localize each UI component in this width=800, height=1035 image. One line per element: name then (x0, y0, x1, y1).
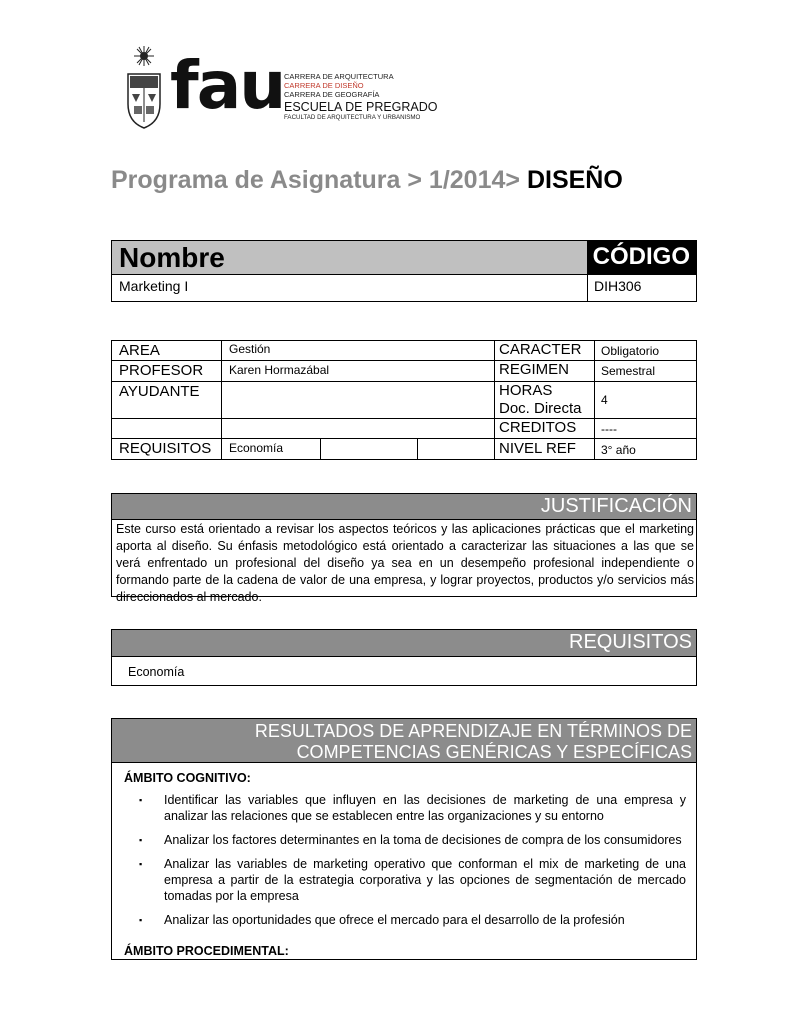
caracter-value: Obligatorio (601, 344, 660, 358)
section-header (112, 630, 696, 657)
caracter-label: CARACTER (499, 341, 582, 358)
divider (587, 275, 588, 301)
logo-line: CARRERA DE DISEÑO (284, 81, 364, 90)
divider (112, 438, 696, 439)
requisitos-section (111, 629, 697, 686)
name-header (112, 241, 588, 275)
regimen-value: Semestral (601, 364, 656, 378)
requisitos-value: Economía (229, 441, 284, 455)
regimen-label: REGIMEN (499, 361, 570, 378)
page-title (111, 166, 623, 195)
creditos-label: CREDITOS (499, 419, 577, 436)
cognitive-outcomes-list (134, 792, 686, 936)
logo-line: ESCUELA DE PREGRADO (284, 100, 438, 114)
logo-line: CARRERA DE GEOGRAFÍA (284, 90, 380, 99)
course-info-table (111, 340, 697, 460)
area-label: AREA (119, 342, 160, 359)
divider (594, 341, 595, 459)
list-item: ▪ Analizar las variables de marketing operativo que conforman el mix de marketing de una empresa a partir de la estrategia corporativa y las opciones de segmentación de mercado tomadas por la empresa (134, 856, 686, 904)
divider (494, 341, 495, 459)
section-title: JUSTIFICACIÓN (540, 495, 692, 517)
ambito-procedimental-heading: ÁMBITO PROCEDIMENTAL: (124, 944, 289, 958)
code-label: CÓDIGO (592, 243, 690, 270)
section-title-line: RESULTADOS DE APRENDIZAJE EN TÉRMINOS DE (254, 721, 692, 741)
area-value: Gestión (229, 342, 271, 356)
section-title: REQUISITOS (569, 631, 692, 653)
nivel-label: NIVEL REF (499, 440, 576, 457)
title-prefix: Programa de Asignatura > 1/2014> (111, 166, 520, 194)
divider (112, 381, 696, 382)
resultados-section (111, 718, 697, 960)
horas-value: 4 (601, 393, 608, 407)
ayudante-label: AYUDANTE (119, 383, 200, 400)
logo-line: FACULTAD DE ARQUITECTURA Y URBANISMO (284, 114, 421, 121)
creditos-value: ---- (601, 422, 617, 436)
justificacion-section (111, 493, 697, 604)
profesor-value: Karen Hormazábal (229, 363, 330, 377)
fau-logo (122, 44, 438, 132)
list-item: ▪ Analizar los factores determinantes en la toma de decisiones de compra de los consumidores (134, 832, 686, 848)
requisitos-label: REQUISITOS (119, 440, 212, 457)
horas-label: HORAS (499, 382, 553, 399)
logo-wordmark: fau (170, 47, 285, 124)
requisitos-text: Economía (128, 665, 185, 679)
logo-line: CARRERA DE ARQUITECTURA (284, 72, 394, 81)
divider (221, 341, 222, 459)
nivel-value: 3° año (601, 443, 636, 457)
course-name: Marketing I (119, 278, 189, 294)
logo-text-block (284, 72, 438, 122)
divider (320, 438, 321, 459)
section-title (132, 721, 692, 763)
justificacion-text: Este curso está orientado a revisar los aspectos teóricos y las aplicaciones prácticas que el marketing aporta al diseño. Su énfasis metodológico está orientado a caracterizar las situaciones a las que se verá enfrentado un profesional del diseño ya sea en un desempeño profesional independiente o formando parte de la cadena de valor de una empresa, y lograr proyectos, productos y/o servicios más direccionados al mercado. (116, 522, 694, 604)
name-label: Nombre (119, 242, 225, 273)
list-item: ▪ Identificar las variables que influyen en las decisiones de marketing de una empresa y analizar las relaciones que se establecen entre las organizaciones y su entorno (134, 792, 686, 824)
divider (112, 360, 696, 361)
ambito-cognitivo-heading: ÁMBITO COGNITIVO: (124, 771, 251, 785)
title-subject: DISEÑO (526, 166, 623, 194)
code-header (588, 241, 696, 275)
course-code: DIH306 (594, 278, 642, 294)
profesor-label: PROFESOR (119, 362, 204, 379)
section-header (112, 719, 696, 763)
divider (112, 418, 696, 419)
section-title-line: COMPETENCIAS GENÉRICAS Y ESPECÍFICAS (296, 742, 692, 762)
horas-sublabel: Doc. Directa (499, 400, 582, 417)
list-item: ▪ Analizar las oportunidades que ofrece el mercado para el desarrollo de la profesión (134, 912, 686, 928)
section-header (112, 494, 696, 520)
university-crest-icon (122, 44, 166, 130)
divider (417, 438, 418, 459)
course-name-box (111, 240, 697, 302)
